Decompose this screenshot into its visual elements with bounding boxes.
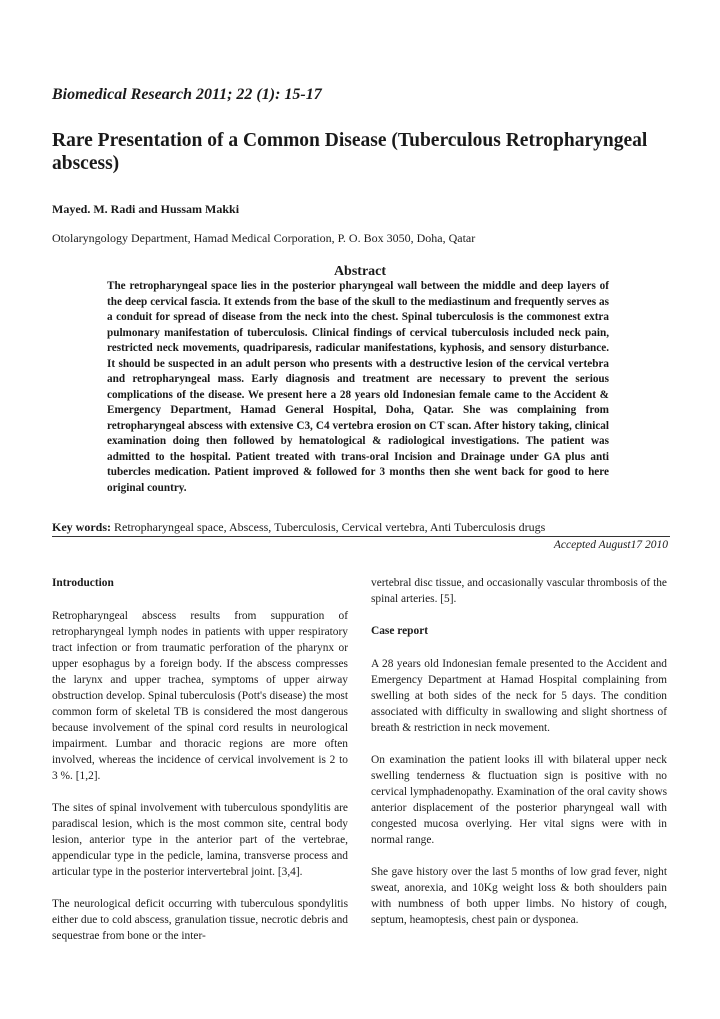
case-paragraph-2: On examination the patient looks ill with bilateral upper neck swelling tenderness & fluctuation sign is positive with no cervical lymphadenopathy. Examination of the oral cavity shows anterior displacement of the posterior pharyngeal wall with congested mucosa overlying. Her vital signs were with in normal range. [371,754,667,846]
divider-rule [52,536,670,537]
keywords [52,520,545,535]
case-paragraph-3: She gave history over the last 5 months of low grad fever, night sweat, anorexia, and 10Kg weight loss & both shoulders pain with numbness of both upper limbs. No history of cough, septum, heamoptesis, chest pain or dysponea. [371,866,667,926]
intro-paragraph-continued: vertebral disc tissue, and occasionally vascular thrombosis of the spinal arteries. [5]. [371,577,667,605]
left-column [52,575,348,960]
introduction-heading: Introduction [52,577,114,589]
abstract-heading: Abstract [333,264,387,279]
authors: Mayed. M. Radi and Hussam Makki [52,202,240,216]
right-column [371,575,667,944]
case-paragraph-1: A 28 years old Indonesian female presented to the Accident and Emergency Department at Hamad Hospital complaining from swelling at both sides of the neck for 5 days. The condition associated with difficulty in swallowing and slight shortness of breath & restriction in neck movement. [371,658,667,734]
case-report-heading: Case report [371,625,429,637]
keywords-text: Retropharyngeal space, Abscess, Tuberculosis, Cervical vertebra, Anti Tuberculosis drugs [114,520,546,534]
paper-title: Rare Presentation of a Common Disease (Tuberculous Retropharyngeal abscess) [52,130,648,174]
journal-citation: Biomedical Research 2011; 22 (1): 15-17 [52,86,322,103]
accepted-date: Accepted August17 2010 [553,539,668,551]
keywords-label: Key words: [52,520,111,534]
intro-paragraph-3: The neurological deficit occurring with tuberculous spondylitis either due to cold abscess, granulation tissue, necrotic debris and sequestrae from bone or the inter- [52,898,348,942]
abstract-text: The retropharyngeal space lies in the posterior pharyngeal wall between the middle and deep layers of the deep cervical fascia. It extends from the base of the skull to the mediastinum and frequently serves as a conduit for spread of disease from the neck into the chest. Spinal tuberculosis is the commonest extra pulmonary manifestation of tuberculosis. Clinical findings of cervical tuberculosis included neck pain, restricted neck movements, quadriparesis, radicular manifestations, kyphosis, and sensory disturbance. It should be suspected in an adult person who presents with a destructive lesion of the cervical vertebra and retropharyngeal mass. Early diagnosis and treatment are necessary to prevent the serious complications of the disease. We present here a 28 years old Indonesian female came to the Accident & Emergency Department, Hamad General Hospital, Doha, Qatar. She was complaining from retropharyngeal abscess with extensive C3, C4 vertebra erosion on CT scan. After history taking, clinical examination doing then followed by hematological & radiological investigations. The patient was admitted to the hospital. Patient treated with trans-oral Incision and Drainage under GA plus anti tubercles medication. Patient improved & followed for 3 months then she went back for good to here original country. [107,280,609,494]
affiliation: Otolaryngology Department, Hamad Medical Corporation, P. O. Box 3050, Doha, Qatar [52,231,476,245]
intro-paragraph-1: Retropharyngeal abscess results from suppuration of retropharyngeal lymph nodes in patients with upper respiratory tract infection or from traumatic perforation of the pharynx or upper esophagus by a foreign body. If the abscess compresses the larynx and upper trachea, symptoms of upper airway obstruction develop. Spinal tuberculosis (Pott's disease) the most common form of skeletal TB is considered the most dangerous because involvement of the spinal cord results in neurological impairment. Lumbar and thoracic regions are more often involved, whereas the incidence of cervical involvement is 2 to 3 %. [1,2]. [52,610,348,782]
intro-paragraph-2: The sites of spinal involvement with tuberculous spondylitis are paradiscal lesion, which is the most common site, central body lesion, anterior type in the anterior part of the vertebrae, appendicular type in the pedicle, lamina, transverse process and articular type in the posterior intervertebral joint. [3,4]. [52,802,348,878]
